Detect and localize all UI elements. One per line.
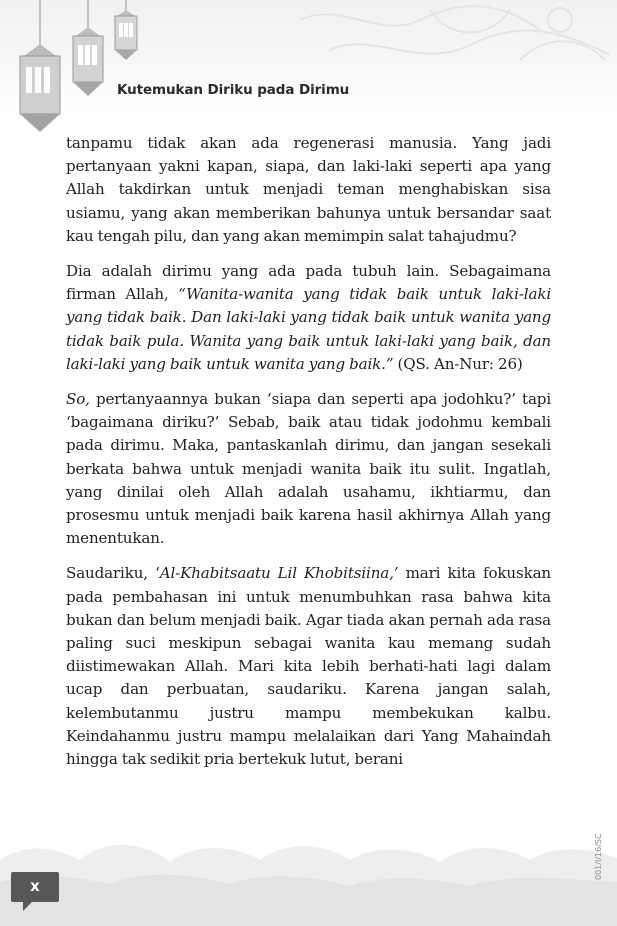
- paragraph: [66, 260, 551, 376]
- text-segment: Saudariku, ‘: [66, 564, 160, 583]
- text-segment-italic: So,: [66, 390, 90, 409]
- page-number-badge: [11, 872, 59, 902]
- running-title: Kutemukan Diriku pada Dirimu: [117, 82, 350, 98]
- footer-cloud-decoration: [0, 820, 617, 926]
- arabic-phrase: Al-Khabitsaatu Lil Khobitsiina,’: [159, 564, 399, 583]
- text-segment: Dia adalah dirimu yang ada pada tubuh lain. Sebagaimana firman Allah,: [66, 262, 551, 304]
- paragraph: [66, 562, 551, 771]
- text-segment: pertanyaannya bukan ‘siapa dan seperti apa jodohku?’ tapi ‘bagaimana diriku?’ Sebab, baik atau tidak jodohmu kembali pada dirimu. Maka, pantaskanlah dirimu, dan jangan sesekali berkata bahwa untuk menjadi wanita baik itu sulit. Ingatlah, yang dinilai oleh Allah adalah usahamu, ikhtiarmu, dan prosesmu untuk menjadi baik karena hasil akhirnya Allah yang menentukan.: [66, 390, 551, 548]
- text-segment: mari kita fokuskan pada pembahasan ini untuk menumbuhkan rasa bahwa kita bukan dan belum menjadi baik. Agar tiada akan pernah ada rasa paling suci meskipun sebagai wanita kau memang sudah diistimewakan Allah. Mari kita lebih berhati-hati lagi dalam ucap dan perbuatan, saudariku. Karena jangan salah, kelembutanmu justru mampu membekukan kalbu. Keindahanmu justru mampu melalaikan dari Yang Mahaindah hingga tak sedikit pria bertekuk lutut, berani: [66, 564, 551, 769]
- quran-quote: “Wanita-wanita yang tidak baik untuk laki-laki yang tidak baik. Dan laki-laki yang tidak baik untuk wanita yang tidak baik pula. Wanita yang baik untuk laki-laki yang baik, dan laki-laki yang baik untuk wanita yang baik.”: [66, 285, 551, 373]
- paragraph: [66, 388, 551, 550]
- text-segment: tanpamu tidak akan ada regenerasi manusia. Yang jadi pertanyaan yakni kapan, siapa, dan laki-laki seperti apa yang Allah takdirkan untuk menjadi teman menghabiskan sisa usiamu, yang akan memberikan bahunya untuk bersandar saat kau tengah pilu, dan yang akan memimpin salat tahajudmu?: [66, 134, 551, 245]
- lantern-medium-icon: [73, 0, 103, 96]
- print-code: 001/I/16/SC: [594, 833, 603, 880]
- body-text: [66, 132, 551, 783]
- lantern-ornament: [0, 0, 617, 140]
- paragraph: [66, 132, 551, 248]
- lantern-large-icon: [20, 0, 60, 132]
- citation: (QS. An-Nur: 26): [393, 354, 523, 373]
- lantern-small-icon: [115, 0, 137, 60]
- page-number: x: [30, 877, 40, 895]
